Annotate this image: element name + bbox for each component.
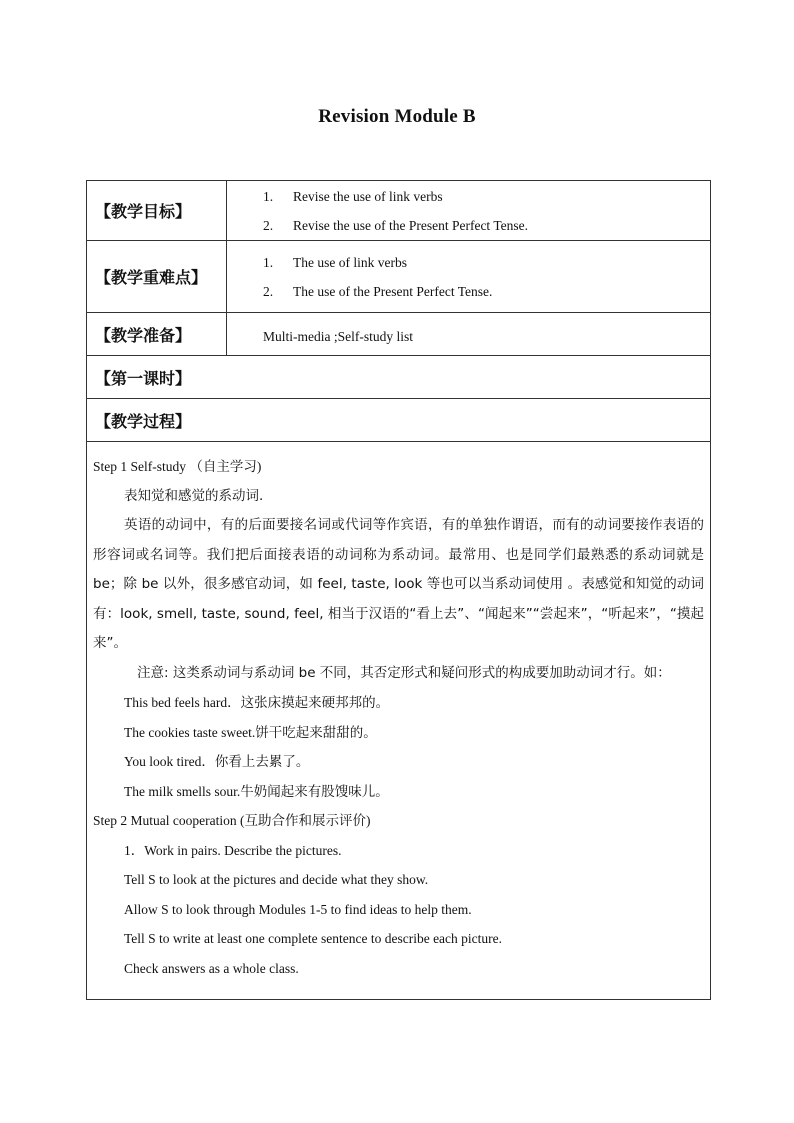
preparation-text: Multi-media ;Self-study list: [227, 313, 711, 356]
example-sentence: The milk smells sour.牛奶闻起来有股馊味儿。: [124, 783, 389, 799]
item-number: 1.: [263, 188, 274, 204]
document-title: Revision Module B: [318, 106, 476, 127]
process-body-row: [87, 442, 711, 1000]
key-points-row: [87, 241, 711, 313]
period-row: [87, 356, 711, 399]
objective-item: [263, 211, 710, 240]
key-point-item: [263, 248, 710, 277]
example-sentence: The cookies taste sweet.饼干吃起来甜甜的。: [124, 724, 377, 740]
preparation-row: [87, 313, 711, 356]
key-point-item: [263, 277, 710, 306]
step2-heading: Step 2 Mutual cooperation (互助合作和展示评价): [93, 813, 371, 828]
item-text: Revise the use of the Present Perfect Tense.: [293, 217, 528, 233]
step2-item: Tell S to look at the pictures and decide what they show.: [124, 872, 429, 887]
process-row: [87, 399, 711, 442]
preparation-label: 【教学准备】: [87, 313, 227, 356]
objectives-list: [227, 181, 711, 241]
lesson-plan-table: [86, 180, 711, 1000]
step2-item: 1．Work in pairs. Describe the pictures.: [124, 842, 342, 858]
step2-item: Check answers as a whole class.: [124, 960, 299, 976]
item-text: The use of link verbs: [293, 254, 407, 270]
example-sentence: This bed feels hard．这张床摸起来硬邦邦的。: [124, 695, 390, 710]
paragraph-link-verbs: 英语的动词中，有的后面要接名词或代词等作宾语，有的单独作谓语，而有的动词要接作表语的形容词或名词等。我们把后面接表语的动词称为系动词。最常用、也是同学们最熟悉的系动词就是 be；除 be 以外，很多感官动词，如 feel, taste, look 等也可以当系动词使用 。表感觉和知觉的动词有：look, smell, taste, sound, feel, 相当于汉语的“看上去”、“闻起来”“尝起来”，“听起来”，“摸起来”。: [93, 517, 704, 651]
key-points-label: 【教学重难点】: [87, 241, 227, 313]
step2-item: Allow S to look through Modules 1-5 to find ideas to help them.: [124, 901, 472, 917]
key-points-list: [227, 241, 711, 313]
step1-subheading: 表知觉和感觉的系动词.: [124, 487, 264, 504]
period-label: 【第一课时】: [87, 356, 711, 399]
item-number: 1.: [263, 254, 274, 270]
item-text: Revise the use of link verbs: [293, 188, 443, 204]
item-text: The use of the Present Perfect Tense.: [293, 283, 493, 299]
objectives-row: [87, 181, 711, 241]
item-number: 2.: [263, 283, 274, 299]
objectives-label: 【教学目标】: [87, 181, 227, 241]
example-sentence: You look tired．你看上去累了。: [124, 754, 310, 769]
process-body: [87, 442, 711, 1000]
item-number: 2.: [263, 217, 274, 233]
step2-item: Tell S to write at least one complete sentence to describe each picture.: [124, 931, 503, 946]
paragraph-note: 注意: 这类系动词与系动词 be 不同，其否定形式和疑问形式的构成要加助动词才行。如：: [137, 664, 671, 681]
step1-heading: Step 1 Self-study （自主学习): [93, 459, 262, 474]
process-label: 【教学过程】: [87, 399, 711, 442]
objective-item: [263, 182, 710, 211]
